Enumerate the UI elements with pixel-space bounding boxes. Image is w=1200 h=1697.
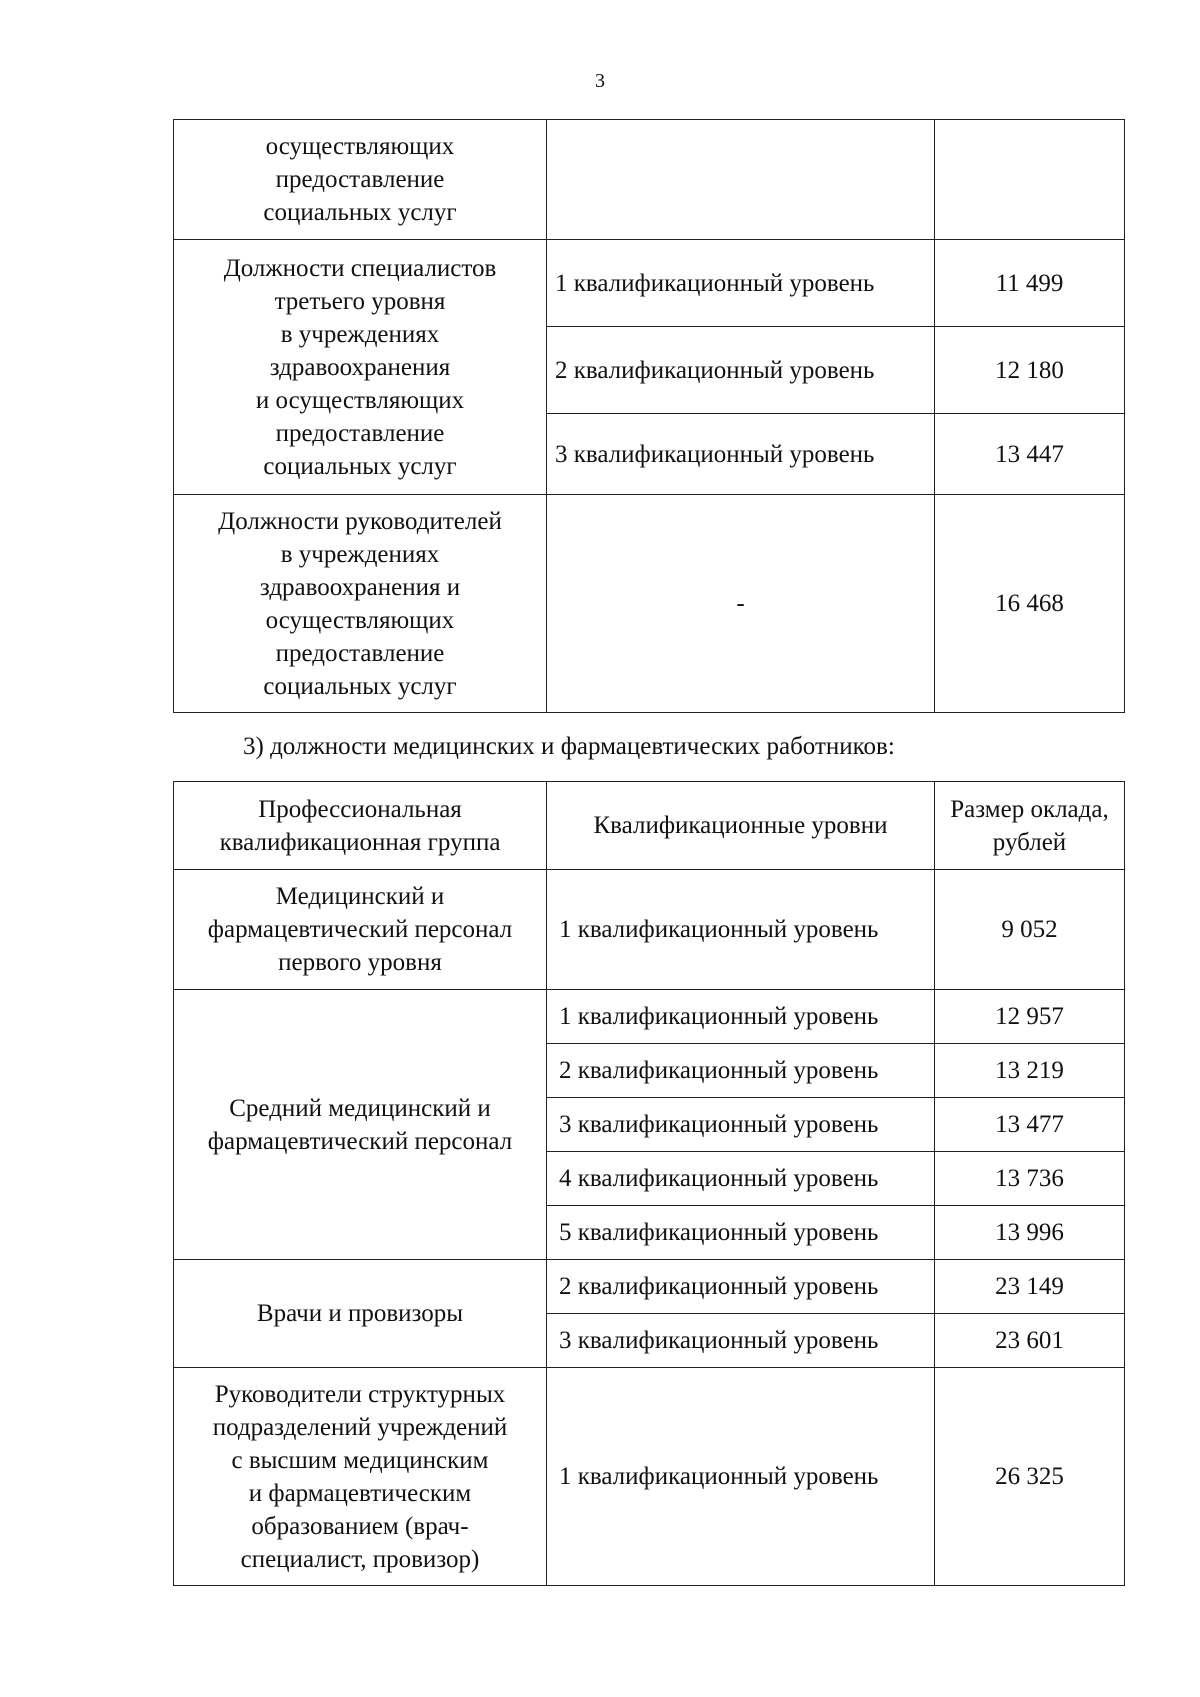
salary-cell: 26 325 — [935, 1368, 1125, 1586]
salary-cell: 13 477 — [935, 1098, 1125, 1152]
group-cell: Руководители структурных подразделений учреждений с высшим медицинским и фармацевтическим образованием (врач- специалист, провизор) — [174, 1368, 547, 1586]
group-cell: Медицинский и фармацевтический персонал первого уровня — [174, 870, 547, 990]
salary-cell: 13 219 — [935, 1044, 1125, 1098]
level-cell: 5 квалификационный уровень — [547, 1206, 935, 1260]
table-row — [174, 120, 1125, 240]
salary-cell: 23 149 — [935, 1260, 1125, 1314]
salary-cell: 13 736 — [935, 1152, 1125, 1206]
salary-cell: 13 447 — [935, 414, 1125, 495]
section-caption: 3) должности медицинских и фармацевтических работников: — [243, 733, 895, 760]
salary-cell — [935, 120, 1125, 240]
group-cell: Врачи и провизоры — [174, 1260, 547, 1368]
page-number: 3 — [595, 70, 605, 92]
level-cell: 3 квалификационный уровень — [547, 414, 935, 495]
level-cell: 3 квалификационный уровень — [547, 1098, 935, 1152]
table-row — [174, 495, 1125, 713]
level-cell: 2 квалификационный уровень — [547, 1044, 935, 1098]
level-cell: 3 квалификационный уровень — [547, 1314, 935, 1368]
salary-table-continued — [173, 119, 1125, 713]
header-levels: Квалификационные уровни — [547, 782, 935, 870]
salary-cell: 12 957 — [935, 990, 1125, 1044]
group-cell: Средний медицинский и фармацевтический персонал — [174, 990, 547, 1260]
level-cell: - — [547, 495, 935, 713]
level-cell: 4 квалификационный уровень — [547, 1152, 935, 1206]
header-salary: Размер оклада, рублей — [935, 782, 1125, 870]
salary-cell: 16 468 — [935, 495, 1125, 713]
salary-table-medical — [173, 781, 1125, 1586]
level-cell — [547, 120, 935, 240]
table-row — [174, 870, 1125, 990]
level-cell: 1 квалификационный уровень — [547, 870, 935, 990]
table-row — [174, 1260, 1125, 1314]
header-group: Профессиональная квалификационная группа — [174, 782, 547, 870]
group-cell: осуществляющих предоставление социальных услуг — [174, 120, 547, 240]
salary-cell: 11 499 — [935, 240, 1125, 327]
salary-cell: 23 601 — [935, 1314, 1125, 1368]
level-cell: 1 квалификационный уровень — [547, 240, 935, 327]
salary-cell: 9 052 — [935, 870, 1125, 990]
table-row — [174, 990, 1125, 1044]
level-cell: 1 квалификационный уровень — [547, 990, 935, 1044]
level-cell: 2 квалификационный уровень — [547, 327, 935, 414]
level-cell: 2 квалификационный уровень — [547, 1260, 935, 1314]
header-row — [174, 782, 1125, 870]
level-cell: 1 квалификационный уровень — [547, 1368, 935, 1586]
salary-cell: 13 996 — [935, 1206, 1125, 1260]
group-cell: Должности специалистов третьего уровня в учреждениях здравоохранения и осуществляющих предоставление социальных услуг — [174, 240, 547, 495]
salary-cell: 12 180 — [935, 327, 1125, 414]
table-row — [174, 240, 1125, 327]
group-cell: Должности руководителей в учреждениях здравоохранения и осуществляющих предоставление социальных услуг — [174, 495, 547, 713]
table-row — [174, 1368, 1125, 1586]
